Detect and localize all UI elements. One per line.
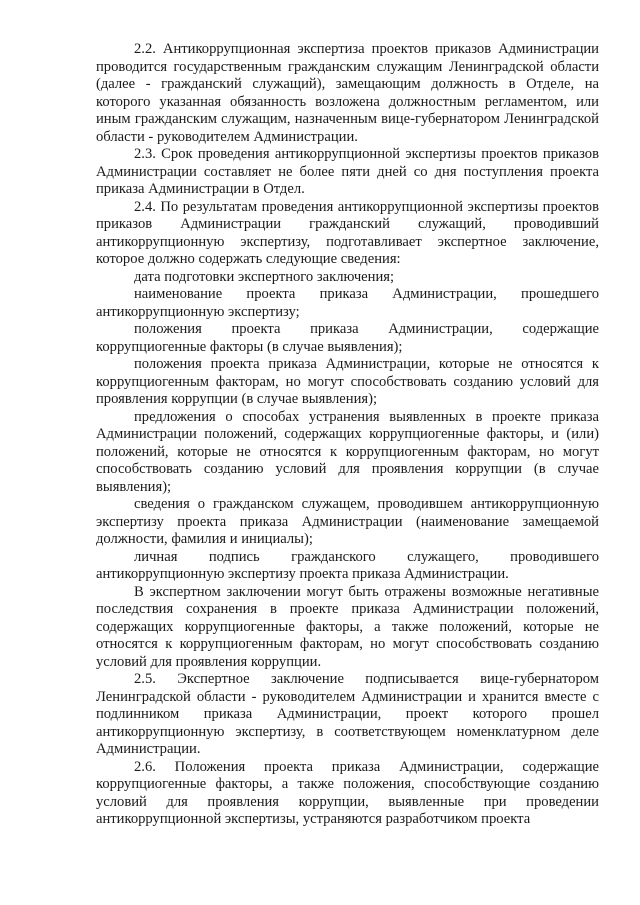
list-item-proposals: предложения о способах устранения выявленных в проекте приказа Администрации положений, содержащих коррупциогенные факторы, и (или) положений, которые не относятся к коррупциогенным факторам, но могут способствовать созданию условий для проявления коррупции (в случае выявления); [96, 408, 599, 495]
list-item-name: наименование проекта приказа Администрации, прошедшего антикоррупционную экспертизу; [96, 286, 599, 320]
list-item-signature: личная подпись гражданского служащего, проводившего антикоррупционную экспертизу проекта приказа Администрации. [96, 548, 599, 582]
list-item-conditions: положения проекта приказа Администрации, которые не относятся к коррупциогенным факторам, но могут способствовать созданию условий для проявления коррупции (в случае выявления); [96, 356, 599, 407]
paragraph-consequences: В экспертном заключении могут быть отражены возможные негативные последствия сохранения в проекте приказа Администрации положений, содержащих коррупциогенные факторы, а также положений, которые не относятся к коррупциогенным факторам, но могут способствовать созданию условий для проявления коррупции. [96, 583, 599, 670]
paragraph-2-6: 2.6. Положения проекта приказа Администрации, содержащие коррупциогенные факторы, а также положения, способствующие созданию условий для проявления коррупции, выявленные при проведении антикоррупционной экспертизы, устраняются разработчиком проекта [96, 758, 599, 827]
paragraph-2-3: 2.3. Срок проведения антикоррупционной экспертизы проектов приказов Администрации составляет не более пяти дней со дня поступления проекта приказа Администрации в Отдел. [96, 146, 599, 197]
paragraph-2-5: 2.5. Экспертное заключение подписывается вице-губернатором Ленинградской области - руководителем Администрации и хранится вместе с подлинником приказа Администрации, проект которого прошел антикоррупционную экспертизу, в соответствующем номенклатурном деле Администрации. [96, 671, 599, 757]
list-item-factors: положения проекта приказа Администрации, содержащие коррупциогенные факторы (в случае выявления); [96, 321, 599, 355]
paragraph-2-2: 2.2. Антикоррупционная экспертиза проектов приказов Администрации проводится государственным гражданским служащим Ленинградской области (далее - гражданский служащий), замещающим должность в Отделе, на которого указанная обязанность возложена должностным регламентом, или иным гражданским служащим, назначенным вице-губернатором Ленинградской области - руководителем Администрации. [96, 41, 599, 145]
document-page [96, 41, 599, 829]
list-item-date: дата подготовки экспертного заключения; [134, 268, 395, 285]
paragraph-2-4: 2.4. По результатам проведения антикоррупционной экспертизы проектов приказов Администрации гражданский служащий, проводивший антикоррупционную экспертизу, подготавливает экспертное заключение, которое должно содержать следующие сведения: [96, 198, 599, 267]
list-item-servant-info: сведения о гражданском служащем, проводившем антикоррупционную экспертизу проекта приказа Администрации (наименование замещаемой должности, фамилия и инициалы); [96, 496, 599, 547]
